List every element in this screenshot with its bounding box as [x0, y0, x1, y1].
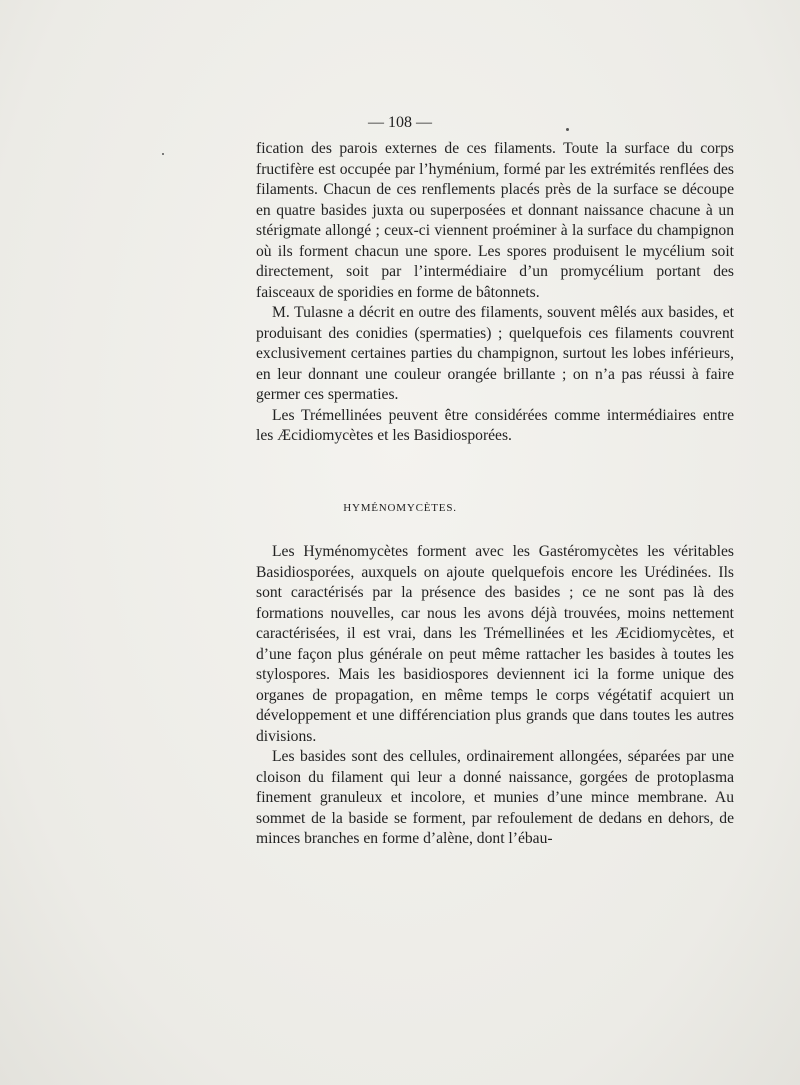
paragraph: Les basides sont des cellules, ordinairement allongées, séparées par une cloison du filament qui leur a donné naissance, gorgées de protoplasma finement granuleux et incolore, et munies d’une mince membrane. Au sommet de la baside se forment, par refoulement de dedans en dehors, de minces branches en forme d’alène, dont l’ébau-	[256, 748, 734, 847]
paragraph: Les Hyménomycètes forment avec les Gastéromycètes les véritables Basidiosporées, auxquels on ajoute quelquefois encore les Urédinées. Ils sont caractérisés par la présence des basides ; ce ne sont pas là des formations nouvelles, car nous les avons déjà trouvées, moins nettement caractérisées, il est vrai, dans les Trémellinées et les Æcidiomycètes, et d’une façon plus générale on peut même rattacher les basides à toutes les stylospores. Mais les basidiospores deviennent ici la forme unique des organes de propagation, en même temps le corps végétatif acquiert un développement et une différenciation plus grands que dans toutes les autres divisions.	[256, 543, 734, 745]
ink-speck	[162, 153, 164, 155]
page-number: — 108 —	[368, 114, 432, 131]
text-block-bottom	[256, 542, 734, 850]
paragraph: fication des parois externes de ces filaments. Toute la surface du corps fructifère est occupée par l’hyménium, formé par les extrémités renflées des filaments. Chacun de ces renflements placés près de la surface se découpe en quatre basides juxta ou superposées et donnant naissance chacune à un stérigmate allongé ; ceux-ci viennent proéminer à la surface du champignon où ils forment chacun une spore. Les spores produisent le mycélium soit directement, soit par l’intermédiaire d’un promycélium portant des faisceaux de sporidies en forme de bâtonnets.	[256, 140, 734, 301]
ink-speck	[566, 128, 569, 131]
text-block-top	[256, 139, 734, 447]
paragraph: Les Trémellinées peuvent être considérées comme intermédiaires entre les Æcidiomycètes et les Basidiosporées.	[256, 406, 734, 444]
section-heading: HYMÉNOMYCÈTES.	[343, 502, 457, 514]
paragraph: M. Tulasne a décrit en outre des filaments, souvent mêlés aux basides, et produisant des conidies (spermaties) ; quelquefois ces filaments couvrent exclusivement certaines parties du champignon, surtout les lobes inférieurs, en leur donnant une couleur orangée brillante ; on n’a pas réussi à faire germer ces spermaties.	[256, 304, 734, 403]
